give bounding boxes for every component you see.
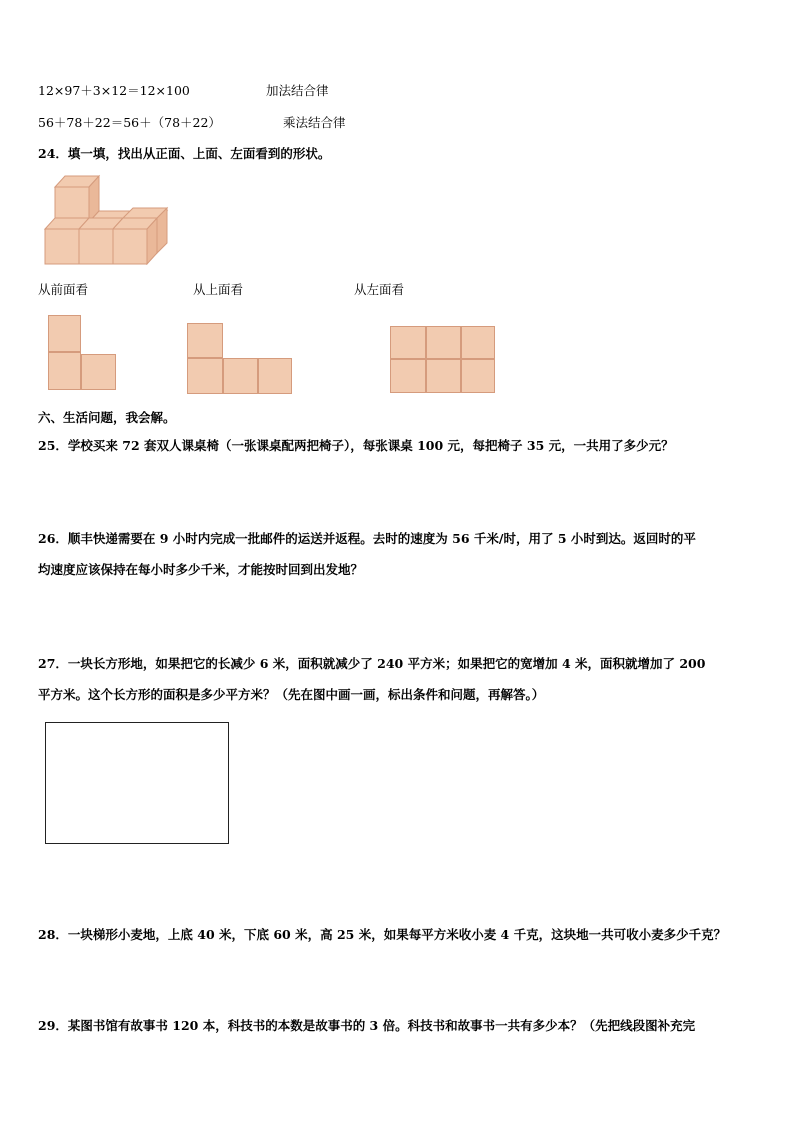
square: [390, 359, 426, 393]
square: [426, 326, 461, 359]
square: [390, 326, 426, 359]
square: [426, 359, 461, 393]
front-view-label: 从前面看: [38, 282, 89, 297]
question-25: 25．学校买来 72 套双人课桌椅（一张课桌配两把椅子），每张课桌 100 元，每把椅子 35 元，一共用了多少元？: [38, 438, 674, 453]
top-view-label: 从上面看: [193, 282, 244, 297]
square: [258, 358, 292, 394]
left-view-label: 从左面看: [354, 282, 405, 297]
square: [223, 358, 258, 394]
square: [48, 352, 81, 390]
row2-expression: 56＋78＋22＝56＋（78＋22）: [38, 115, 221, 130]
drawing-rectangle[interactable]: [45, 722, 229, 844]
square: [48, 315, 81, 352]
cube-stack-figure: [43, 173, 171, 265]
cube-front-1: [45, 229, 79, 264]
cube-front-upper: [55, 187, 89, 222]
square: [187, 323, 223, 358]
question-27-line2: 平方米。这个长方形的面积是多少平方米？（先在图中画一画，标出条件和问题，再解答。）: [38, 687, 545, 702]
question-26-line1: 26．顺丰快递需要在 9 小时内完成一批邮件的运送并返程。去时的速度为 56 千米/时，用了 5 小时到达。返回时的平: [38, 531, 696, 546]
question-24: 24．填一填，找出从正面、上面、左面看到的形状。: [38, 146, 331, 161]
square: [461, 326, 495, 359]
question-29: 29．某图书馆有故事书 120 本，科技书的本数是故事书的 3 倍。科技书和故事书一共有多少本？（先把线段图补充完: [38, 1018, 696, 1033]
square: [81, 354, 116, 390]
question-28: 28．一块梯形小麦地，上底 40 米，下底 60 米，高 25 米，如果每平方米收小麦 4 千克，这块地一共可收小麦多少千克？: [38, 927, 727, 942]
row2-law: 乘法结合律: [283, 115, 346, 130]
row1-law: 加法结合律: [266, 83, 329, 98]
row1-expression: 12×97＋3×12＝12×100: [38, 83, 190, 98]
cube-front-3: [113, 229, 147, 264]
square: [461, 359, 495, 393]
question-26-line2: 均速度应该保持在每小时多少千米，才能按时回到出发地？: [38, 562, 364, 577]
square: [187, 358, 223, 394]
question-27-line1: 27．一块长方形地，如果把它的长减少 6 米，面积就减少了 240 平方米；如果把它的宽增加 4 米，面积就增加了 200: [38, 656, 706, 671]
cube-front-2: [79, 229, 113, 264]
section-6-title: 六、生活问题，我会解。: [38, 410, 176, 425]
